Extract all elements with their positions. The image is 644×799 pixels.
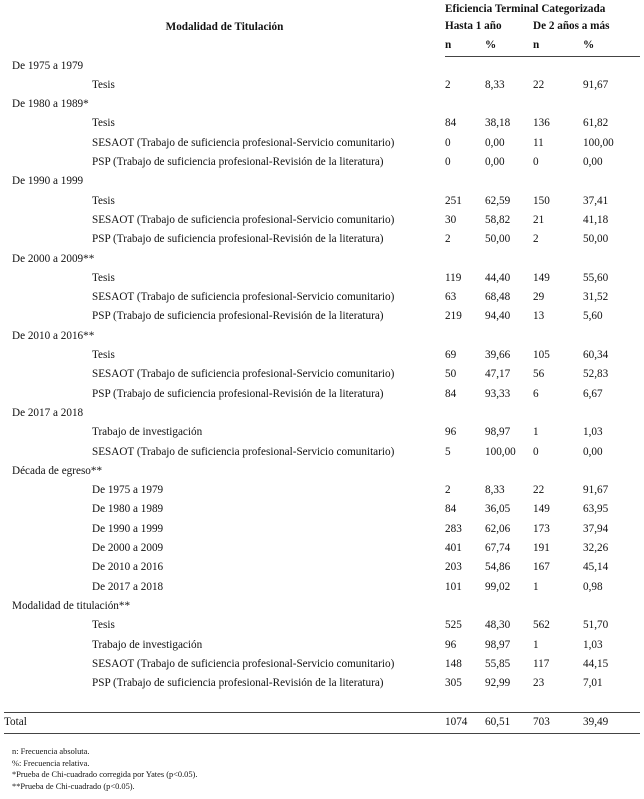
table-row (4, 655, 640, 674)
cell-n-hasta-1: 0 (445, 136, 451, 149)
cell-n-2-mas: 173 (533, 522, 550, 535)
cell-n-2-mas: 117 (533, 657, 550, 670)
table-row (4, 500, 640, 519)
cell-n-hasta-1: 251 (445, 194, 462, 207)
total-p1: 60,51 (485, 713, 533, 733)
cell-pct-hasta-1: 0,00 (485, 156, 505, 169)
table-row (4, 307, 640, 326)
cell-n-2-mas: 13 (533, 310, 545, 323)
cell-n-2-mas: 22 (533, 484, 545, 497)
group-row (4, 56, 640, 76)
row-label: De 1990 a 1999 (92, 522, 164, 535)
total-p2: 39,49 (583, 713, 640, 733)
cell-pct-2-mas: 6,67 (583, 387, 603, 400)
cell-n-2-mas: 562 (533, 619, 550, 632)
cell-pct-2-mas: 63,95 (583, 503, 609, 516)
cell-pct-hasta-1: 47,17 (485, 368, 511, 381)
cell-n-hasta-1: 96 (445, 638, 457, 651)
cell-pct-hasta-1: 8,33 (485, 78, 505, 91)
row-label: De 1975 a 1979 (92, 484, 164, 497)
table-row (4, 230, 640, 249)
cell-pct-2-mas: 52,83 (583, 368, 609, 381)
note-pct: %: Frecuencia relativa. (12, 758, 90, 768)
cell-pct-hasta-1: 62,59 (485, 194, 511, 207)
cell-n-2-mas: 1 (533, 580, 539, 593)
cell-n-hasta-1: 84 (445, 503, 457, 516)
row-label: Tesis (92, 194, 115, 207)
table-header (4, 0, 640, 56)
row-label: De 2010 a 2016 (92, 561, 164, 574)
cell-n-2-mas: 21 (533, 213, 545, 226)
total-row (4, 713, 640, 733)
header-group-label: Eficiencia Terminal Categorizada (445, 3, 606, 15)
cell-pct-hasta-1: 50,00 (485, 233, 511, 246)
header-pct-2: % (583, 36, 640, 56)
cell-pct-2-mas: 61,82 (583, 117, 609, 130)
cell-pct-2-mas: 1,03 (583, 426, 603, 439)
cell-pct-2-mas: 37,41 (583, 194, 609, 207)
cell-pct-2-mas: 60,34 (583, 349, 609, 362)
total-n1: 1074 (445, 713, 485, 733)
cell-pct-2-mas: 41,18 (583, 213, 609, 226)
cell-n-hasta-1: 63 (445, 291, 457, 304)
row-label: De 1980 a 1989 (92, 503, 164, 516)
group-row (4, 404, 640, 423)
cell-pct-hasta-1: 38,18 (485, 117, 511, 130)
table-row (4, 269, 640, 288)
results-table (4, 0, 640, 734)
header-title: Modalidad de Titulación (165, 21, 284, 34)
cell-n-2-mas: 0 (533, 156, 539, 169)
cell-pct-hasta-1: 98,97 (485, 426, 511, 439)
table-row (4, 539, 640, 558)
cell-n-hasta-1: 219 (445, 310, 462, 323)
group-label: De 2010 a 2016** (12, 329, 95, 342)
group-label: De 2000 a 2009** (12, 252, 95, 265)
cell-n-hasta-1: 2 (445, 484, 451, 497)
header-n-2: n (533, 36, 583, 56)
table-row (4, 134, 640, 153)
cell-n-2-mas: 22 (533, 78, 545, 91)
table-footer (4, 693, 640, 733)
table-row (4, 443, 640, 462)
row-label: Trabajo de investigación (92, 638, 203, 651)
group-row (4, 462, 640, 481)
cell-pct-2-mas: 37,94 (583, 522, 609, 535)
cell-pct-2-mas: 50,00 (583, 233, 609, 246)
table-row (4, 636, 640, 655)
cell-pct-2-mas: 91,67 (583, 78, 609, 91)
cell-n-hasta-1: 0 (445, 156, 451, 169)
cell-n-2-mas: 167 (533, 561, 550, 574)
cell-pct-hasta-1: 58,82 (485, 213, 511, 226)
header-n-1: n (445, 36, 485, 56)
table-body (4, 56, 640, 693)
cell-n-2-mas: 56 (533, 368, 545, 381)
table-row (4, 481, 640, 500)
cell-pct-2-mas: 5,60 (583, 310, 603, 323)
table-row (4, 153, 640, 172)
cell-n-2-mas: 149 (533, 271, 550, 284)
table-row (4, 423, 640, 442)
cell-n-hasta-1: 119 (445, 271, 462, 284)
header-col-hasta-1-ano: Hasta 1 año (445, 20, 502, 32)
row-label: PSP (Trabajo de suficiencia profesional-Revisión de la literatura) (92, 310, 384, 323)
row-label: SESAOT (Trabajo de suficiencia profesional-Servicio comunitario) (92, 136, 395, 149)
table-row (4, 346, 640, 365)
row-label: De 2000 a 2009 (92, 542, 164, 555)
group-label: Década de egreso** (12, 464, 103, 477)
cell-n-2-mas: 191 (533, 542, 550, 555)
group-row (4, 597, 640, 616)
cell-n-2-mas: 23 (533, 677, 545, 690)
table-row (4, 211, 640, 230)
row-label: Tesis (92, 78, 115, 91)
cell-pct-hasta-1: 0,00 (485, 136, 505, 149)
cell-pct-hasta-1: 8,33 (485, 484, 505, 497)
cell-pct-hasta-1: 48,30 (485, 619, 511, 632)
table-row (4, 192, 640, 211)
cell-pct-2-mas: 31,52 (583, 291, 609, 304)
cell-pct-2-mas: 55,60 (583, 271, 609, 284)
cell-pct-hasta-1: 100,00 (485, 445, 516, 458)
cell-n-hasta-1: 2 (445, 78, 451, 91)
table-row (4, 674, 640, 693)
table-row (4, 114, 640, 133)
group-label: De 1990 a 1999 (12, 175, 84, 188)
cell-n-2-mas: 11 (533, 136, 544, 149)
cell-n-hasta-1: 84 (445, 117, 457, 130)
cell-pct-2-mas: 0,00 (583, 156, 603, 169)
cell-pct-2-mas: 0,98 (583, 580, 603, 593)
row-label: Trabajo de investigación (92, 426, 203, 439)
group-label: De 1975 a 1979 (12, 59, 84, 72)
total-label: Total (4, 713, 445, 733)
row-label: Tesis (92, 271, 115, 284)
cell-n-2-mas: 150 (533, 194, 550, 207)
group-row (4, 327, 640, 346)
cell-n-hasta-1: 401 (445, 542, 462, 555)
table-row (4, 76, 640, 95)
cell-n-2-mas: 0 (533, 445, 539, 458)
cell-n-2-mas: 29 (533, 291, 545, 304)
cell-n-hasta-1: 148 (445, 657, 462, 670)
cell-n-hasta-1: 96 (445, 426, 457, 439)
cell-n-hasta-1: 30 (445, 213, 457, 226)
cell-n-hasta-1: 525 (445, 619, 462, 632)
note-yates: *Prueba de Chi-cuadrado corregida por Yates (p<0.05). (12, 770, 198, 780)
cell-pct-hasta-1: 44,40 (485, 271, 511, 284)
group-label: De 2017 a 2018 (12, 406, 84, 419)
row-label: PSP (Trabajo de suficiencia profesional-Revisión de la literatura) (92, 233, 384, 246)
cell-n-2-mas: 1 (533, 426, 539, 439)
cell-n-2-mas: 136 (533, 117, 550, 130)
group-row (4, 95, 640, 114)
cell-n-hasta-1: 101 (445, 580, 462, 593)
cell-pct-hasta-1: 94,40 (485, 310, 511, 323)
cell-pct-2-mas: 44,15 (583, 657, 609, 670)
cell-pct-2-mas: 7,01 (583, 677, 603, 690)
cell-n-hasta-1: 69 (445, 349, 457, 362)
cell-n-hasta-1: 5 (445, 445, 451, 458)
cell-n-hasta-1: 305 (445, 677, 462, 690)
cell-pct-2-mas: 100,00 (583, 136, 614, 149)
cell-pct-hasta-1: 67,74 (485, 542, 511, 555)
cell-n-2-mas: 6 (533, 387, 539, 400)
cell-n-2-mas: 149 (533, 503, 550, 516)
cell-n-2-mas: 1 (533, 638, 539, 651)
group-row (4, 172, 640, 191)
table-row (4, 385, 640, 404)
row-label: SESAOT (Trabajo de suficiencia profesional-Servicio comunitario) (92, 368, 395, 381)
cell-n-hasta-1: 283 (445, 522, 462, 535)
table-row (4, 365, 640, 384)
cell-pct-2-mas: 32,26 (583, 542, 609, 555)
table-row (4, 520, 640, 539)
cell-pct-2-mas: 91,67 (583, 484, 609, 497)
cell-n-hasta-1: 84 (445, 387, 457, 400)
header-pct-1: % (485, 36, 533, 56)
row-label: Tesis (92, 117, 115, 130)
row-label: PSP (Trabajo de suficiencia profesional-Revisión de la literatura) (92, 156, 384, 169)
row-label: SESAOT (Trabajo de suficiencia profesional-Servicio comunitario) (92, 657, 395, 670)
cell-pct-hasta-1: 99,02 (485, 580, 511, 593)
total-n2: 703 (533, 713, 583, 733)
cell-pct-hasta-1: 36,05 (485, 503, 511, 516)
cell-pct-hasta-1: 54,86 (485, 561, 511, 574)
note-chi: **Prueba de Chi-cuadrado (p<0.05). (12, 781, 135, 791)
row-label: De 2017 a 2018 (92, 580, 164, 593)
table-row (4, 288, 640, 307)
cell-pct-hasta-1: 68,48 (485, 291, 511, 304)
header-col-2-anos-mas: De 2 años a más (533, 20, 610, 32)
cell-n-hasta-1: 50 (445, 368, 457, 381)
cell-pct-hasta-1: 98,97 (485, 638, 511, 651)
row-label: Tesis (92, 349, 115, 362)
cell-pct-hasta-1: 93,33 (485, 387, 511, 400)
note-n: n: Frecuencia absoluta. (12, 747, 90, 756)
group-row (4, 250, 640, 269)
cell-n-2-mas: 2 (533, 233, 539, 246)
table-row (4, 578, 640, 597)
cell-n-hasta-1: 2 (445, 233, 451, 246)
group-label: De 1980 a 1989* (12, 98, 89, 111)
cell-pct-hasta-1: 92,99 (485, 677, 511, 690)
cell-n-2-mas: 105 (533, 349, 550, 362)
cell-pct-hasta-1: 55,85 (485, 657, 511, 670)
cell-n-hasta-1: 203 (445, 561, 462, 574)
cell-pct-2-mas: 45,14 (583, 561, 609, 574)
cell-pct-2-mas: 0,00 (583, 445, 603, 458)
group-label: Modalidad de titulación** (12, 599, 131, 612)
cell-pct-hasta-1: 39,66 (485, 349, 511, 362)
cell-pct-hasta-1: 62,06 (485, 522, 511, 535)
row-label: SESAOT (Trabajo de suficiencia profesional-Servicio comunitario) (92, 291, 395, 304)
table-notes (12, 746, 197, 792)
cell-pct-2-mas: 51,70 (583, 619, 609, 632)
row-label: Tesis (92, 619, 115, 632)
cell-pct-2-mas: 1,03 (583, 638, 603, 651)
row-label: SESAOT (Trabajo de suficiencia profesional-Servicio comunitario) (92, 445, 395, 458)
table-row (4, 616, 640, 635)
row-label: PSP (Trabajo de suficiencia profesional-Revisión de la literatura) (92, 677, 384, 690)
table-row (4, 558, 640, 577)
row-label: PSP (Trabajo de suficiencia profesional-Revisión de la literatura) (92, 387, 384, 400)
row-label: SESAOT (Trabajo de suficiencia profesional-Servicio comunitario) (92, 213, 395, 226)
